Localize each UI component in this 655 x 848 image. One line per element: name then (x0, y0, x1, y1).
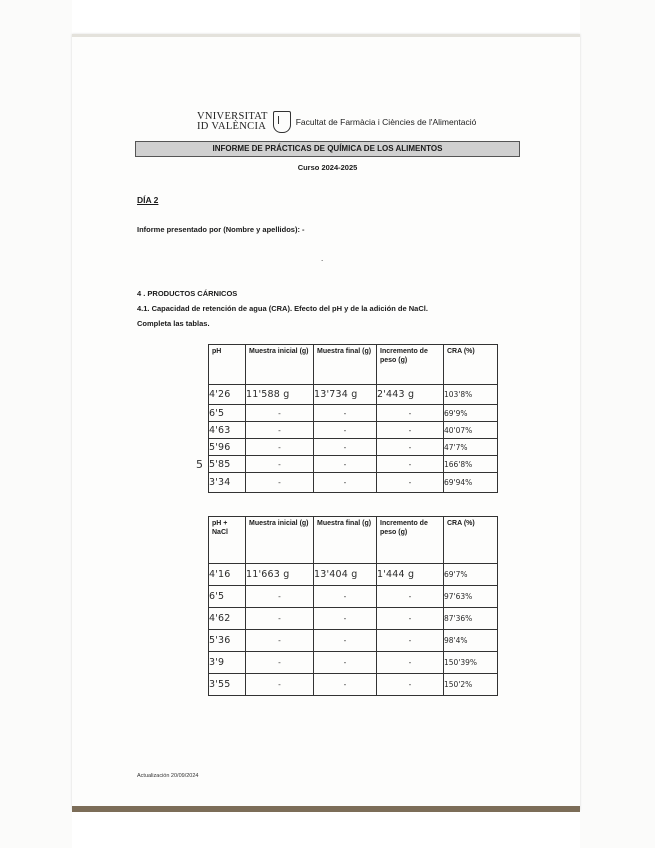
table-cell: 166'8% (444, 456, 498, 473)
table-cell: - (246, 608, 314, 630)
background-left (0, 0, 72, 848)
table-cell: 1'444 g (377, 564, 444, 586)
column-header: pH (209, 345, 246, 385)
column-header: pH + NaCl (209, 517, 246, 564)
subsection-title: 4.1. Capacidad de retención de agua (CRA). Efecto del pH y de la adición de NaCl. (137, 304, 428, 313)
university-logo (197, 108, 476, 136)
table-row (209, 456, 498, 473)
report-title-banner: INFORME DE PRÁCTICAS DE QUÍMICA DE LOS ALIMENTOS (135, 141, 520, 157)
table-cell: 5'96 (209, 439, 246, 456)
table-cell: - (377, 608, 444, 630)
table-cell: 98'4% (444, 630, 498, 652)
table-cell: 2'443 g (377, 385, 444, 405)
column-header: CRA (%) (444, 517, 498, 564)
table-cell: 4'62 (209, 608, 246, 630)
table-cell: - (314, 608, 377, 630)
table-cell: - (377, 586, 444, 608)
table-cell: - (314, 674, 377, 696)
day-heading: DÍA 2 (137, 195, 159, 205)
table-row (209, 422, 498, 439)
table-cell: 87'36% (444, 608, 498, 630)
table-row (209, 439, 498, 456)
table-cell: 69'7% (444, 564, 498, 586)
table-cell: - (377, 630, 444, 652)
stray-mark: . (321, 254, 324, 263)
table-cell: 103'8% (444, 385, 498, 405)
table-cell: 5'36 (209, 630, 246, 652)
university-crest-icon (273, 111, 291, 133)
background-right (580, 0, 655, 848)
table-cell: - (246, 439, 314, 456)
table-cell: - (314, 652, 377, 674)
table-row (209, 652, 498, 674)
table-cell: - (246, 422, 314, 439)
table-cell: - (314, 439, 377, 456)
table-cell: 13'734 g (314, 385, 377, 405)
table-cell: 5'85 (209, 456, 246, 473)
column-header: Incremento de peso (g) (377, 517, 444, 564)
table-cell: - (246, 456, 314, 473)
table-header-row (209, 517, 498, 564)
table-row (209, 608, 498, 630)
table-cell: 40'07% (444, 422, 498, 439)
table-cell: - (314, 630, 377, 652)
faculty-name: Facultat de Farmàcia i Ciències de l'Alimentació (295, 117, 477, 127)
table-cell: - (314, 586, 377, 608)
column-header: Incremento de peso (g) (377, 345, 444, 385)
table-cell: 11'588 g (246, 385, 314, 405)
table-cell: - (314, 456, 377, 473)
table-cell: - (314, 473, 377, 493)
table-cell: - (246, 674, 314, 696)
table-cell: 4'63 (209, 422, 246, 439)
table-cell: - (246, 405, 314, 422)
table-cell: - (377, 405, 444, 422)
table-row (209, 630, 498, 652)
table-cell: 6'5 (209, 586, 246, 608)
table-row (209, 586, 498, 608)
table-row (209, 473, 498, 493)
table-cell: 3'55 (209, 674, 246, 696)
column-header: Muestra inicial (g) (246, 517, 314, 564)
section-title: 4 . PRODUCTOS CÁRNICOS (137, 289, 238, 298)
margin-annotation: 5 (196, 458, 203, 471)
table-cell: - (377, 456, 444, 473)
table-cell: 13'404 g (314, 564, 377, 586)
table-cell: 4'16 (209, 564, 246, 586)
table-cell: - (246, 630, 314, 652)
ph-table (208, 344, 498, 493)
update-date-footer: Actualización 20/09/2024 (137, 773, 199, 779)
table-cell: - (246, 473, 314, 493)
column-header: CRA (%) (444, 345, 498, 385)
table-cell: 3'9 (209, 652, 246, 674)
column-header: Muestra inicial (g) (246, 345, 314, 385)
table-header-row (209, 345, 498, 385)
course-year: Curso 2024-2025 (297, 163, 358, 172)
table-row (209, 674, 498, 696)
table-cell: 47'7% (444, 439, 498, 456)
presented-by-label: Informe presentado por (Nombre y apellidos): - (137, 225, 305, 234)
table-cell: 69'9% (444, 405, 498, 422)
instruction-text: Completa las tablas. (137, 319, 210, 328)
column-header: Muestra final (g) (314, 517, 377, 564)
table-cell: - (377, 439, 444, 456)
column-header: Muestra final (g) (314, 345, 377, 385)
table-row (209, 564, 498, 586)
university-name (197, 112, 268, 132)
table-cell: - (377, 473, 444, 493)
table-row (209, 405, 498, 422)
table-cell: - (377, 422, 444, 439)
table-cell: 4'26 (209, 385, 246, 405)
table-cell: 6'5 (209, 405, 246, 422)
table-cell: - (246, 652, 314, 674)
table-cell: - (314, 405, 377, 422)
sheet-bottom-edge (72, 806, 580, 812)
table-row (209, 385, 498, 405)
table-cell: 69'94% (444, 473, 498, 493)
table-cell: 3'34 (209, 473, 246, 493)
table-cell: 150'2% (444, 674, 498, 696)
university-name-line2: ID VALÈNCIA (197, 121, 267, 132)
table-cell: - (377, 652, 444, 674)
table-cell: 11'663 g (246, 564, 314, 586)
table-cell: - (314, 422, 377, 439)
university-name-line1: VNIVERSITAT (197, 111, 268, 122)
table-cell: - (246, 586, 314, 608)
sheet-top-edge (72, 34, 580, 37)
table-cell: 150'39% (444, 652, 498, 674)
ph-nacl-table (208, 516, 498, 696)
table-cell: 97'63% (444, 586, 498, 608)
table-cell: - (377, 674, 444, 696)
